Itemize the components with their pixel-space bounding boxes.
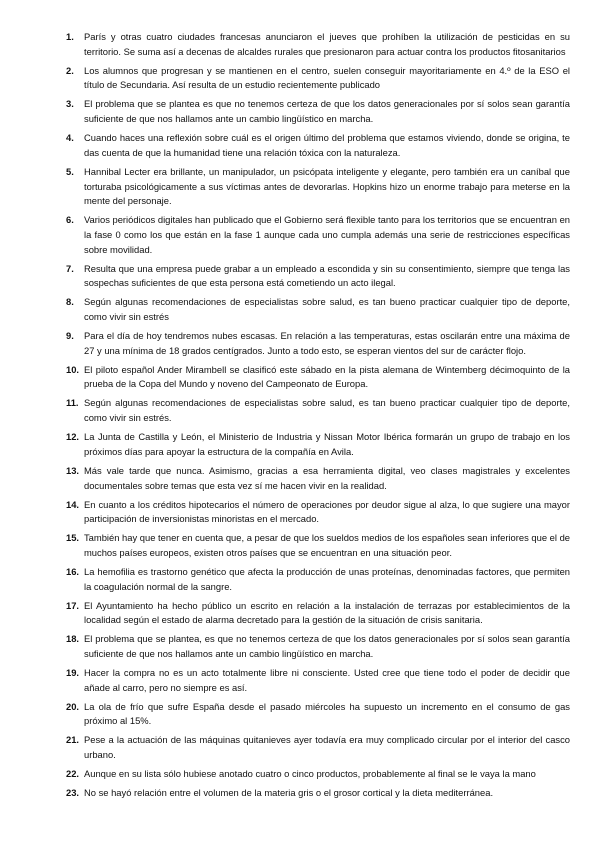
item-number: 16.: [66, 565, 80, 577]
item-number: 21.: [66, 734, 80, 746]
item-number: 18.: [66, 633, 80, 645]
item-number: 4.: [66, 132, 74, 144]
item-number: 3.: [66, 98, 74, 110]
list-item: [66, 733, 570, 762]
list-item: [66, 666, 570, 695]
item-number: 11.: [66, 397, 79, 409]
item-number: 13.: [66, 464, 80, 476]
item-text: El problema que se plantea, es que no tenemos certeza de que los datos generacionales por sí solos sean garantía suficiente de que nos hallamos ante un cambio lingüístico en marcha.: [84, 633, 570, 660]
list-item: [66, 97, 570, 126]
item-text: Para el día de hoy tendremos nubes escasas. En relación a las temperaturas, estas oscilarán entre una máxima de 27 y una mínima de 18 grados centígrados. Junto a todo esto, se esperan vientos del sur de carácter flojo.: [84, 330, 570, 356]
item-text: El problema que se plantea es que no tenemos certeza de que los datos generacionales por sí solos sean garantía suficiente de que nos hallamos ante un cambio lingüístico en marcha.: [84, 98, 570, 125]
list-item: [66, 632, 570, 661]
item-number: 15.: [66, 532, 80, 544]
item-number: 7.: [66, 262, 74, 274]
item-text: No se hayó relación entre el volumen de la materia gris o el grosor cortical y la dieta mediterránea.: [84, 787, 494, 799]
item-text: Resulta que una empresa puede grabar a un empleado a escondida y sin su consentimiento, siempre que tenga las sospechas suficientes de que esta persona está cometiendo un acto ilegal.: [84, 262, 570, 289]
item-number: 9.: [66, 330, 74, 342]
item-number: 10.: [66, 363, 80, 375]
item-text: Aunque en su lista sólo hubiese anotado cuatro o cinco productos, probablemente al final se le vaya la mano: [84, 768, 536, 780]
list-item: [66, 599, 570, 628]
item-number: 5.: [66, 165, 74, 177]
item-number: 12.: [66, 431, 80, 443]
list-item: [66, 498, 570, 527]
item-number: 14.: [66, 498, 80, 510]
item-number: 23.: [66, 787, 80, 799]
list-item: [66, 262, 570, 291]
list-item: [66, 531, 570, 560]
item-number: 17.: [66, 599, 80, 611]
list-item: [66, 786, 570, 801]
list-item: [66, 767, 570, 782]
item-text: Según algunas recomendaciones de especialistas sobre salud, es tan bueno practicar cualquier tipo de deporte, como vivir sin estrés: [84, 296, 570, 323]
list-item: [66, 30, 570, 59]
item-text: Los alumnos que progresan y se mantienen en el centro, suelen conseguir mayoritariamente en 4.º de la ESO el título de Secundaria. Así resulta de un estudio recientemente publicado: [84, 64, 570, 91]
list-item: [66, 430, 570, 459]
list-item: [66, 700, 570, 729]
item-number: 8.: [66, 296, 74, 308]
item-number: 6.: [66, 214, 74, 226]
item-text: El piloto español Ander Mirambell se clasificó este sábado en la pista alemana de Wintemberg décimoquinto de la prueba de la Copa del Mundo y noveno del Campeonato de Europa.: [84, 363, 570, 390]
item-text: Hacer la compra no es un acto totalmente libre ni consciente. Usted cree que tiene todo el poder de decidir que añade al carro, pero no siempre es así.: [84, 667, 570, 693]
item-text: Más vale tarde que nunca. Asimismo, gracias a esa herramienta digital, veo clases magistrales y excelentes documentales sobre temas que esta vez sí me hacen vivir en la realidad.: [84, 464, 570, 491]
item-text: París y otras cuatro ciudades francesas anunciaron el jueves que prohíben la utilización de pesticidas en su territorio. Se suma así a decenas de alcaldes rurales que presionaron para actuar contra los productos fitosanitarios: [84, 31, 570, 57]
list-item: [66, 464, 570, 493]
item-text: Pese a la actuación de las máquinas quitanieves ayer todavía era muy complicado circular por el interior del casco urbano.: [84, 734, 570, 761]
item-number: 1.: [66, 31, 74, 42]
item-text: Cuando haces una reflexión sobre cuál es el origen último del problema que estamos viviendo, donde se origina, te das cuenta de que la humanidad tiene una relación tóxica con la naturaleza.: [84, 132, 570, 158]
list-item: [66, 329, 570, 358]
item-number: 19.: [66, 667, 80, 679]
item-number: 22.: [66, 768, 80, 780]
item-text: En cuanto a los créditos hipotecarios el número de operaciones por deudor sigue al alza, lo que sugiere una mayor participación de inversionistas minoristas en el mercado.: [84, 498, 570, 525]
item-text: Según algunas recomendaciones de especialistas sobre salud, es tan bueno practicar cualquier tipo de deporte, como vivir sin estrés.: [84, 397, 570, 424]
list-item: [66, 363, 570, 392]
item-text: La hemofilia es trastorno genético que afecta la producción de unas proteínas, denominadas factores, que permiten la coagulación normal de la sangre.: [84, 565, 570, 592]
item-text: Varios periódicos digitales han publicado que el Gobierno será flexible tanto para los territorios que se encuentran en la fase 0 como los que están en la fase 1 aunque cada uno cumpla además una serie de restricciones específicas sobre movilidad.: [84, 214, 570, 255]
list-item: [66, 565, 570, 594]
item-text: Hannibal Lecter era brillante, un manipulador, un psicópata inteligente y elegante, pero también era un caníbal que torturaba psicológicamente a sus víctimas antes de devorarlas. Hopkins hizo un enorme trabajo para meterse en la mente del personaje.: [84, 165, 570, 207]
numbered-sentence-list: [66, 30, 570, 805]
item-text: La Junta de Castilla y León, el Ministerio de Industria y Nissan Motor Ibérica formarán un grupo de trabajo en los próximos días para apoyar la estructura de la compañía en Avila.: [84, 431, 570, 457]
item-text: El Ayuntamiento ha hecho público un escrito en relación a la instalación de terrazas por establecimientos de la localidad según el estado de alarma decretado para la gestión de la situación de crisis sanitaria.: [84, 599, 570, 626]
list-item: [66, 295, 570, 324]
item-number: 2.: [66, 64, 74, 76]
list-item: [66, 396, 570, 425]
item-text: La ola de frío que sufre España desde el pasado miércoles ha supuesto un incremento en el consumo de gas próximo al 15%.: [84, 700, 570, 727]
item-text: También hay que tener en cuenta que, a pesar de que los sueldos medios de los españoles sean inferiores que el de muchos países europeos, existen otros países que se encuentran en una situación peor.: [84, 532, 570, 558]
list-item: [66, 165, 570, 209]
list-item: [66, 131, 570, 160]
item-number: 20.: [66, 700, 80, 712]
list-item: [66, 64, 570, 93]
list-item: [66, 213, 570, 257]
